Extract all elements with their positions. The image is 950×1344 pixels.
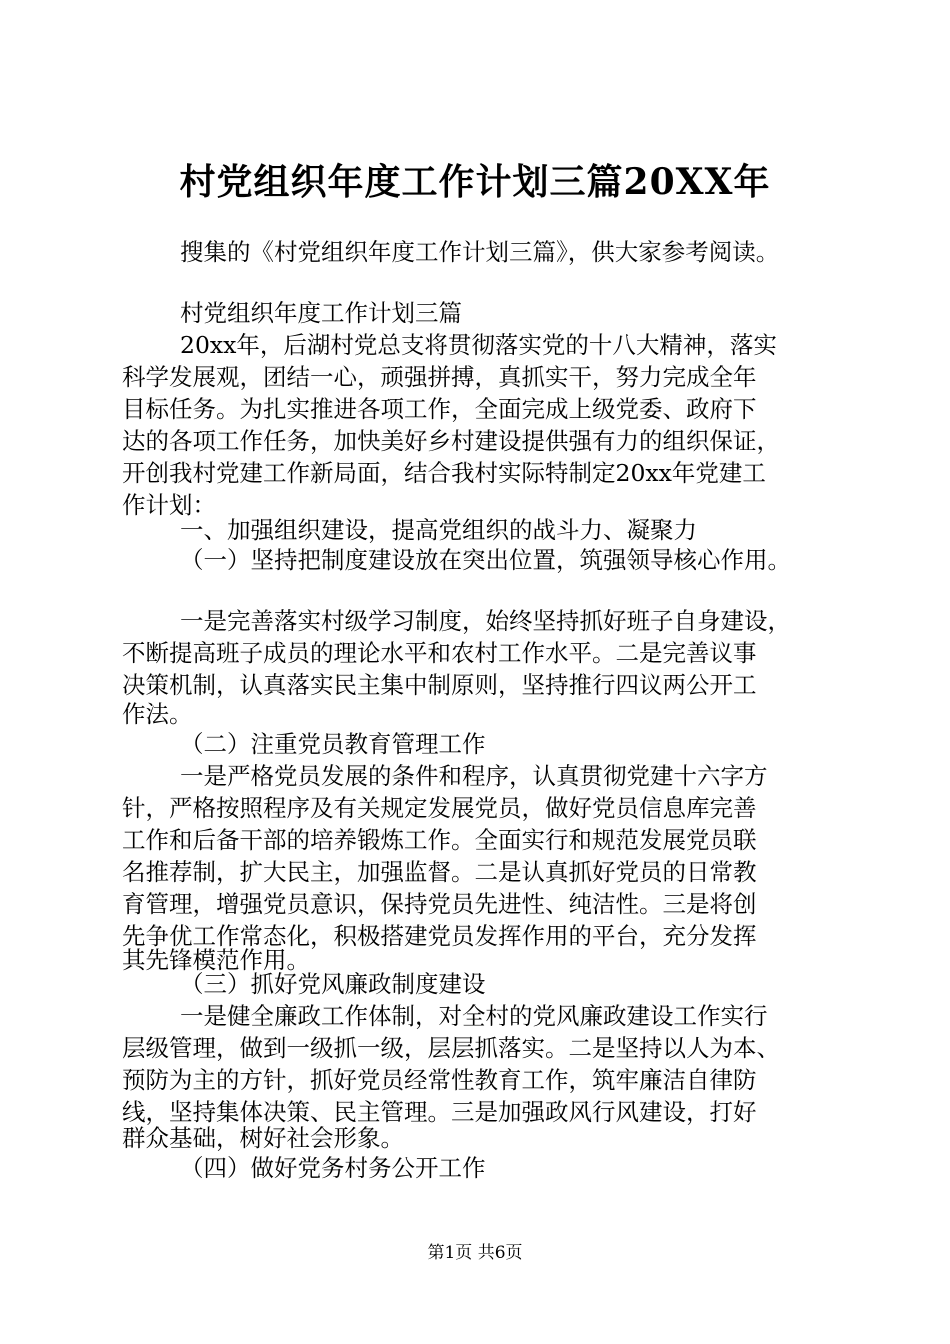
body-line: 作法。	[122, 700, 193, 728]
subsection-heading: （四）做好党务村务公开工作	[180, 1154, 486, 1182]
page-footer: 第1页 共6页	[427, 1243, 523, 1263]
body-line: 科学发展观，团结一心，顽强拼搏，真抓实干，努力完成全年	[122, 363, 757, 391]
body-line: 先争优工作常态化，积极搭建党员发挥作用的平台，充分发挥	[122, 922, 757, 950]
body-line: 层级管理，做到一级抓一级，层层抓落实。二是坚持以人为本、	[122, 1034, 780, 1062]
body-line: 一是健全廉政工作体制，对全村的党风廉政建设工作实行	[180, 1002, 768, 1030]
body-line: 20xx年，后湖村党总支将贯彻落实党的十八大精神，落实	[180, 331, 777, 359]
body-line: 开创我村党建工作新局面，结合我村实际特制定20xx年党建工	[122, 459, 766, 487]
body-line: 群众基础，树好社会形象。	[122, 1124, 404, 1152]
document-title: 村党组织年度工作计划三篇20XX年	[179, 161, 771, 203]
body-line: 线，坚持集体决策、民主管理。三是加强政风行风建设，打好	[122, 1098, 757, 1126]
body-line: 决策机制，认真落实民主集中制原则，坚持推行四议两公开工	[122, 671, 757, 699]
subtitle-line: 村党组织年度工作计划三篇	[180, 299, 462, 327]
body-line: 针，严格按照程序及有关规定发展党员，做好党员信息库完善	[122, 794, 757, 822]
body-line: 作计划：	[122, 491, 216, 519]
body-line: 育管理，增强党员意识，保持党员先进性、纯洁性。三是将创	[122, 890, 757, 918]
body-line: 达的各项工作任务，加快美好乡村建设提供强有力的组织保证，	[122, 427, 780, 455]
subsection-heading: （一）坚持把制度建设放在突出位置，筑强领导核心作用。	[180, 546, 791, 574]
section-heading: 一、加强组织建设，提高党组织的战斗力、凝聚力	[180, 516, 697, 544]
body-line: 其先锋模范作用。	[122, 946, 310, 974]
body-line: 一是严格党员发展的条件和程序，认真贯彻党建十六字方	[180, 762, 768, 790]
body-line: 工作和后备干部的培养锻炼工作。全面实行和规范发展党员联	[122, 826, 757, 854]
body-line: 名推荐制，扩大民主，加强监督。二是认真抓好党员的日常教	[122, 858, 757, 886]
body-line: 不断提高班子成员的理论水平和农村工作水平。二是完善议事	[122, 639, 757, 667]
body-line: 目标任务。为扎实推进各项工作，全面完成上级党委、政府下	[122, 395, 757, 423]
subsection-heading: （三）抓好党风廉政制度建设	[180, 970, 486, 998]
body-line: 一是完善落实村级学习制度，始终坚持抓好班子自身建设，	[180, 607, 791, 635]
subsection-heading: （二）注重党员教育管理工作	[180, 730, 486, 758]
body-line: 预防为主的方针，抓好党员经常性教育工作，筑牢廉洁自律防	[122, 1066, 757, 1094]
intro-line: 搜集的《村党组织年度工作计划三篇》，供大家参考阅读。	[180, 238, 780, 266]
